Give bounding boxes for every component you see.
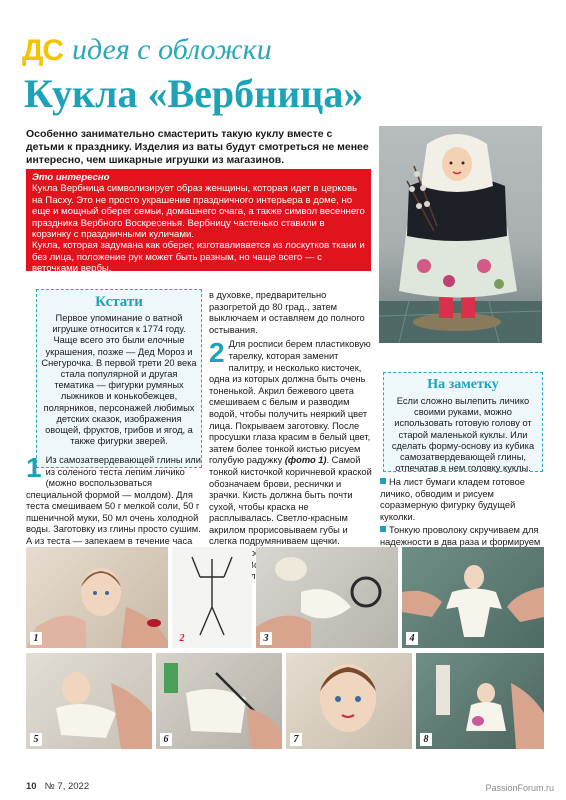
note-box — [383, 372, 543, 472]
bullet-square-icon — [380, 526, 386, 532]
column-2 — [209, 290, 372, 583]
photo-number: 7 — [290, 733, 302, 746]
step-2-text: Для росписи берем пластиковую тарелку, которая заменит палитру, и несколько кисточек, одна из которых должна быть очень тоненькой. Акрил бежевого цвета смешиваем с белым и разводим водой, чтобы получить неяркий цвет лица. Покрываем заготовку. После просушки глаза красим в белый цвет, затем более тонкой кистью рисуем голубую радужку — [209, 339, 371, 466]
note-title: На заметку — [427, 377, 499, 392]
step-2-text-cont: . Самой тонкой кисточкой коричневой краской обозначаем брови, реснички и зрачки. Кисть должна быть почти сухой, чтобы краска не расплывалась. Светло-красным акрилом прорисовываем губы и слегка подрумяниваем щечки. — [209, 455, 372, 547]
doll-photo — [379, 126, 542, 343]
photo-1-reference: (фото 1) — [284, 455, 327, 466]
section-subtitle: идея с обложки — [72, 33, 272, 66]
step-1-block — [26, 452, 206, 547]
bullet-item: Тонкую проволоку скручиваем для надежности в два раза и формируем — [380, 525, 541, 547]
photo-number: 1 — [30, 632, 42, 645]
watermark: PassionForum.ru — [485, 783, 554, 793]
page-title: Кукла «Вербница» — [24, 71, 364, 116]
interesting-box — [26, 169, 371, 275]
column-3 — [380, 477, 544, 550]
magazine-logo: ДС — [22, 34, 64, 67]
issue-label: № 7, 2022 — [44, 781, 90, 792]
step-photo-3 — [256, 547, 398, 648]
kstati-box — [36, 289, 202, 468]
photo-number: 4 — [406, 632, 418, 645]
kstati-title: Кстати — [95, 294, 143, 310]
intro-text: Особенно занимательно смастерить такую куклу вместе с детьми к празднику. Изделия из ваты будут смотреться не менее интересно, чем шикарные игрушки из магазинов. — [26, 128, 369, 166]
step-1-text: Из самозатвердевающей глины или из соленого теста лепим личико (можно воспользоваться специальной формой — молдом). Для теста смешиваем 50 г мелкой соли, 50 г пшеничной муки, 50 мл очень холодной воды. Заготовку из глины просто сушим. А из теста — запекаем в течение часа — [26, 455, 201, 546]
step-photo-6 — [156, 653, 282, 749]
note-text: Если сложно вылепить личико своими руками, можно использовать готовую голову от старой маленькой куклы. Или сделать форму-основу из кубика самозатвердевающей глины, отпечатав в нем головку куклы. — [391, 396, 535, 474]
step-photo-8 — [416, 653, 544, 749]
interesting-paragraph-1: Кукла Вербница символизирует образ женщины, которая идет в церковь на Пасху. Это не просто украшение праздничного интерьера в доме, но еще и мощный оберег семьи, домашнего очага, а также символ весеннего праздника Вербного Воскресенья. Вербницу частенько ставили в корзинку с праздничными куличами. — [32, 183, 365, 241]
interesting-paragraph-2: Кукла, которая задумана как оберег, изготавливается из лоскутков ткани и без лица, положение рук может быть разным, но чаще всего — с веточками вербы. — [32, 240, 365, 275]
bullet-square-icon — [380, 478, 386, 484]
step-photo-4 — [402, 547, 544, 648]
step-2-number: 2 — [209, 337, 225, 369]
kstati-text: Первое упоминание о ватной игрушке относится к 1774 году. Чаще всего это были елочные украшения, позже — Дед Мороз и Снегурочка. В первой трети 20 века стала популярной и другая тематика — фигурки румяных лыжников и конькобежцев, полярников, персонажей любимых детских сказок, изображения овощей, фруктов, грибов и ягод, а также фигурки зверей. — [41, 313, 197, 447]
step-photo-1 — [26, 547, 168, 648]
step-1-continuation: в духовке, предварительно разогретой до 80 град., затем выключаем и оставляем до полного остывания. — [209, 290, 365, 335]
photo-number: 5 — [30, 733, 42, 746]
step-1-number: 1 — [26, 452, 42, 483]
step-photo-5 — [26, 653, 152, 749]
photo-number: 2 — [179, 633, 185, 644]
doll-illustration — [379, 126, 542, 343]
bullet-item: На лист бумаги кладем готовое личико, обводим и рисуем соразмерную фигурку будущей куколки. — [380, 477, 525, 522]
page-number: 10 — [26, 781, 37, 792]
page-footer — [26, 781, 89, 792]
interesting-label: Это интересно — [32, 172, 110, 183]
photo-number: 3 — [260, 632, 272, 645]
photo-number: 8 — [420, 733, 432, 746]
photo-number: 6 — [160, 733, 172, 746]
step-photo-7 — [286, 653, 412, 749]
step-photo-2 — [172, 547, 252, 648]
